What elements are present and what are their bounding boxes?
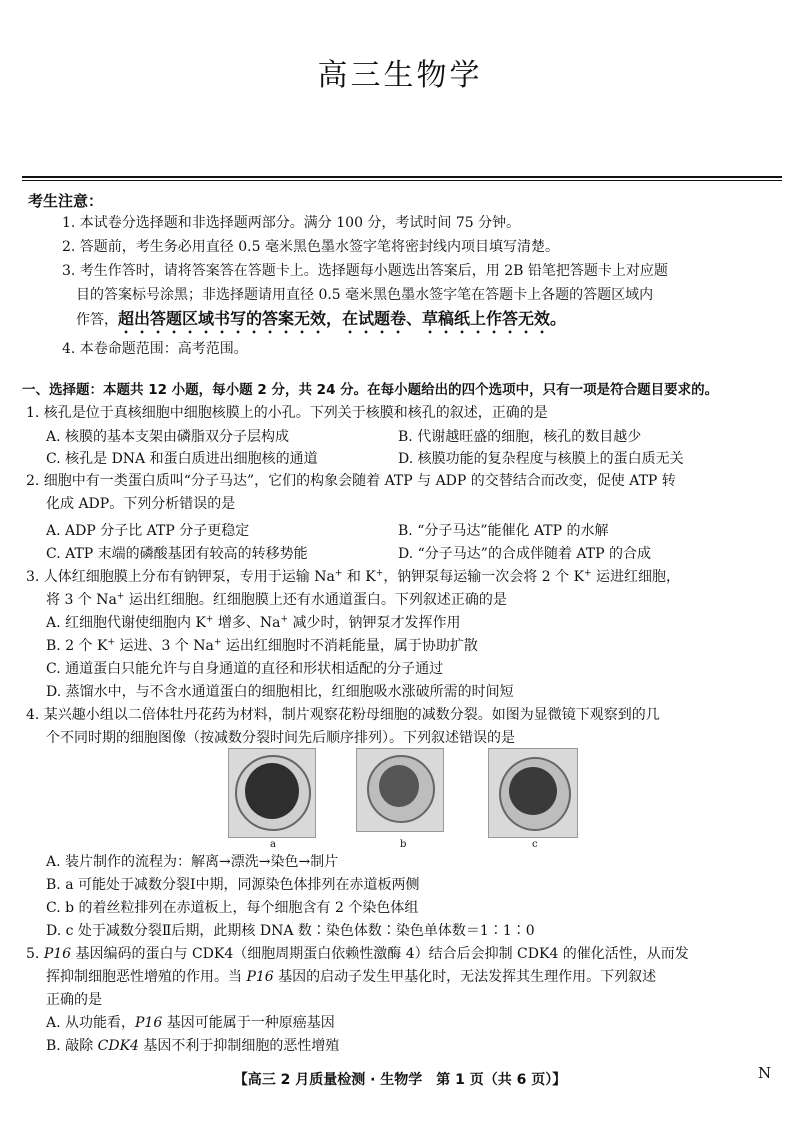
gene-name: CDK4 — [97, 1038, 139, 1054]
superscript: + — [584, 568, 592, 579]
notice-warning-emphasis: 超出答题区域书写的答案无效，在试题卷、草稿纸上作答无效。 — [118, 309, 567, 328]
q3-text: ，钠钾泵每运输一次会将 2 个 K — [383, 569, 585, 585]
gene-name: P16 — [135, 1015, 163, 1031]
superscript: + — [213, 637, 222, 648]
q2-stem-line2: 化成 ADP。下列分析错误的是 — [46, 496, 236, 512]
q4-option-c: C. b 的着丝粒排列在赤道板上，每个细胞含有 2 个染色体组 — [46, 900, 419, 916]
q1-option-a: A. 核膜的基本支架由磷脂双分子层构成 — [46, 429, 290, 445]
superscript: + — [280, 614, 289, 625]
micrograph-b — [356, 748, 444, 832]
q1-option-b: B. 代谢越旺盛的细胞，核孔的数目越少 — [398, 429, 642, 445]
q5-stem-line2 — [46, 967, 656, 987]
notice-item-3-end — [76, 309, 566, 337]
micrograph-label-c: c — [532, 839, 538, 850]
gene-name: P16 — [246, 969, 274, 985]
q3-text: 运进、3 个 Na — [115, 638, 214, 654]
q5-text: 基因编码的蛋白与 CDK4（细胞周期蛋白依赖性激酶 4）结合后会抑制 CDK4 的催化活性，从而发 — [71, 946, 689, 962]
q3-text: 将 3 个 Na — [46, 592, 117, 608]
page-version-letter: N — [758, 1064, 772, 1082]
q1-option-d: D. 核膜功能的复杂程度与核膜上的蛋白质无关 — [398, 451, 684, 467]
notice-item-2: 2. 答题前，考生务必用直径 0.5 毫米黑色墨水签字笔将密封线内项目填写清楚。 — [62, 239, 559, 255]
q5-stem-line1 — [26, 944, 689, 964]
notice-item-4: 4. 本卷命题范围：高考范围。 — [62, 341, 248, 357]
q3-text: 增多、Na — [213, 615, 281, 631]
micrograph-c — [488, 748, 578, 838]
q3-option-d: D. 蒸馏水中，与不含水通道蛋白的细胞相比，红细胞吸水涨破所需的时间短 — [46, 684, 514, 700]
q3-text: B. 2 个 K — [46, 638, 108, 654]
section-heading: 一、选择题：本题共 12 小题，每小题 2 分，共 24 分。在每小题给出的四个选项中，只有一项是符合题目要求的。 — [22, 382, 719, 398]
q3-stem-line1 — [26, 567, 680, 587]
q5-text: 挥抑制细胞恶性增殖的作用。当 — [46, 969, 247, 985]
cell-chromatin — [245, 763, 299, 819]
q4-stem-line1: 4. 某兴趣小组以二倍体牡丹花药为材料，制片观察花粉母细胞的减数分裂。如图为显微镜下观察到的几 — [26, 707, 660, 723]
gene-name: P16 — [43, 946, 72, 962]
micrograph-a — [228, 748, 316, 838]
notice-item-1: 1. 本试卷分选择题和非选择题两部分。满分 100 分，考试时间 75 分钟。 — [62, 215, 521, 231]
header-rule-thin — [22, 180, 782, 181]
superscript: + — [334, 568, 343, 579]
q3-stem-line2 — [46, 590, 507, 610]
q3-text: 运出红细胞。红细胞膜上还有水通道蛋白。下列叙述正确的是 — [124, 592, 507, 608]
page-footer: 【高三 2 月质量检测 · 生物学 第 1 页（共 6 页）】 — [233, 1072, 567, 1088]
q5-option-b — [46, 1036, 339, 1056]
q5-option-a — [46, 1013, 335, 1033]
superscript: + — [107, 637, 116, 648]
q5-text: A. 从功能看， — [46, 1015, 136, 1031]
superscript: + — [205, 614, 214, 625]
q2-option-b: B. “分子马达”能催化 ATP 的水解 — [398, 523, 609, 539]
q3-text: A. 红细胞代谢使细胞内 K — [46, 615, 206, 631]
q2-option-a: A. ADP 分子比 ATP 分子更稳定 — [46, 523, 250, 539]
notice-item-3: 3. 考生作答时，请将答案答在答题卡上。选择题每小题选出答案后，用 2B 铅笔把答题卡上对应题 — [62, 263, 668, 279]
q3-text: 减少时，钠钾泵才发挥作用 — [288, 615, 461, 631]
q3-option-b — [46, 636, 478, 656]
superscript: + — [375, 568, 384, 579]
q5-text: B. 敲除 — [46, 1038, 98, 1054]
page-title: 高三生物学 — [317, 58, 483, 93]
superscript: + — [116, 591, 125, 602]
q4-option-a: A. 装片制作的流程为：解离→漂洗→染色→制片 — [46, 854, 339, 870]
q5-text: 基因的启动子发生甲基化时，无法发挥其生理作用。下列叙述 — [273, 969, 657, 985]
q3-text: 运出红细胞时不消耗能量，属于协助扩散 — [221, 638, 478, 654]
q5-stem-line3: 正确的是 — [46, 992, 102, 1008]
notice-item-3-cont: 目的答案标号涂黑；非选择题请用直径 0.5 毫米黑色墨水签字笔在答题卡上各题的答题区域内 — [76, 287, 654, 303]
notice-item-3-prefix: 作答， — [76, 312, 118, 328]
q5-text: 基因不利于抑制细胞的恶性增殖 — [138, 1038, 340, 1054]
cell-chromatin — [379, 765, 419, 807]
q2-option-d: D. “分子马达”的合成伴随着 ATP 的合成 — [398, 546, 651, 562]
q5-text: 5. — [26, 946, 44, 962]
q3-option-a — [46, 613, 461, 633]
micrograph-label-a: a — [270, 839, 276, 850]
q3-text: 和 K — [342, 569, 376, 585]
q4-option-b: B. a 可能处于减数分裂Ⅰ中期，同源染色体排列在赤道板两侧 — [46, 877, 420, 893]
q3-text: 3. 人体红细胞膜上分布有钠钾泵，专用于运输 Na — [26, 569, 335, 585]
header-rule-thick — [22, 176, 782, 178]
notice-heading: 考生注意： — [28, 192, 104, 210]
q2-stem-line1: 2. 细胞中有一类蛋白质叫“分子马达”，它们的构象会随着 ATP 与 ADP 的交替结合而改变，促使 ATP 转 — [26, 473, 676, 489]
micrograph-label-b: b — [400, 839, 407, 850]
q4-stem-line2: 个不同时期的细胞图像（按减数分裂时间先后顺序排列）。下列叙述错误的是 — [46, 730, 515, 746]
q2-option-c: C. ATP 末端的磷酸基团有较高的转移势能 — [46, 546, 308, 562]
q1-stem: 1. 核孔是位于真核细胞中细胞核膜上的小孔。下列关于核膜和核孔的叙述，正确的是 — [26, 405, 548, 421]
cell-chromatin — [509, 767, 557, 815]
q4-option-d: D. c 处于减数分裂Ⅱ后期，此期核 DNA 数∶染色体数∶染色单体数＝1∶1∶0 — [46, 923, 535, 939]
q3-option-c: C. 通道蛋白只能允许与自身通道的直径和形状相适配的分子通过 — [46, 661, 444, 677]
q1-option-c: C. 核孔是 DNA 和蛋白质进出细胞核的通道 — [46, 451, 318, 467]
q3-text: 运进红细胞， — [591, 569, 681, 585]
q5-text: 基因可能属于一种原癌基因 — [162, 1015, 335, 1031]
